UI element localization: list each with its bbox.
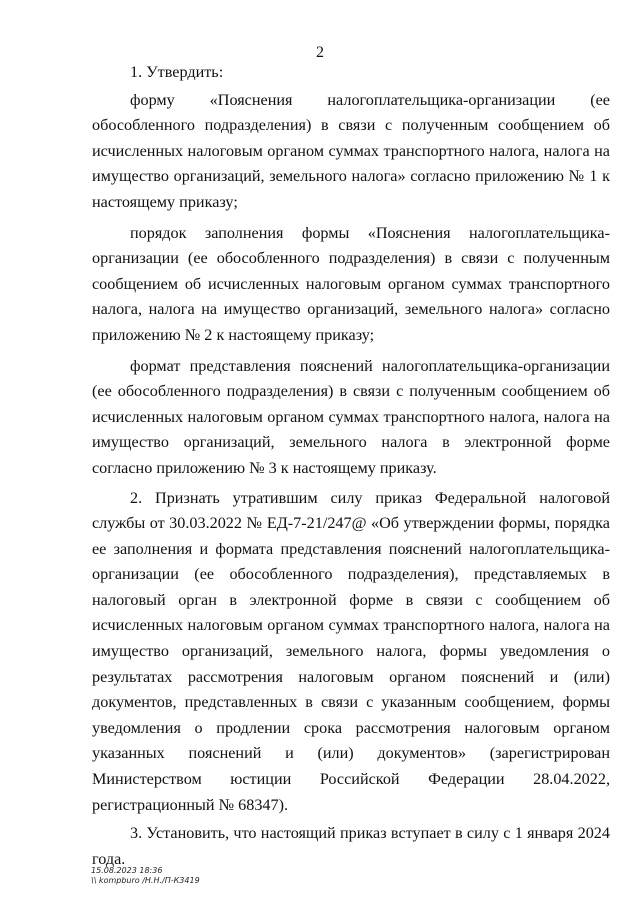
paragraph-repeal: 2. Признать утратившим силу приказ Федеральной налоговой службы от 30.03.2022 № ЕД-7-21/247@ «Об утверждении формы, порядка ее заполнения и формата представления пояснений налогоплательщика-организации (ее обособленного подразделения), представляемых в налоговый орган в электронной форме в связи с сообщением об исчисленных налоговым органом суммах транспортного налога, налога на имущество организаций, земельного налога, формы уведомления о результатах рассмотрения налоговым органом пояснений и (или) документов, представленных в связи с указанным сообщением, формы уведомления о продлении срока рассмотрения налоговым органом указанных пояснений и (или) документов» (зарегистрирован Министерством юстиции Российской Федерации 28.04.2022, регистрационный № 68347). bbox=[92, 488, 610, 814]
paragraph-procedure: порядок заполнения формы «Пояснения налогоплательщика-организации (ее обособленного подразделения) в связи с полученным сообщением об исчисленных налоговым органом суммах транспортного налога, налога на имущество организаций, земельного налога» согласно приложению № 2 к настоящему приказу; bbox=[92, 223, 610, 344]
footer-timestamp: 15.08.2023 18:36 bbox=[91, 866, 163, 875]
paragraph-form: форму «Пояснения налогоплательщика-организации (ее обособленного подразделения) в связи с полученным сообщением об исчисленных налоговым органом суммах транспортного налога, налога на имущество организаций, земельного налога» согласно приложению № 1 к настоящему приказу; bbox=[92, 90, 610, 211]
page-number: 2 bbox=[316, 44, 324, 61]
footer-path: \\ kompburo /Н.Н./П-К3419 bbox=[91, 876, 200, 885]
paragraph-effective-date: 3. Установить, что настоящий приказ вступает в силу с 1 января 2024 года. bbox=[92, 824, 610, 868]
document-footer bbox=[91, 866, 200, 886]
paragraph-format: формат представления пояснений налогоплательщика-организации (ее обособленного подразделения) в связи с полученным сообщением об исчисленных налоговым органом суммах транспортного налога, налога на имущество организаций, земельного налога в электронной форме согласно приложению № 3 к настоящему приказу. bbox=[92, 356, 610, 477]
document-body bbox=[92, 60, 610, 872]
section-heading: 1. Утвердить: bbox=[130, 63, 224, 81]
